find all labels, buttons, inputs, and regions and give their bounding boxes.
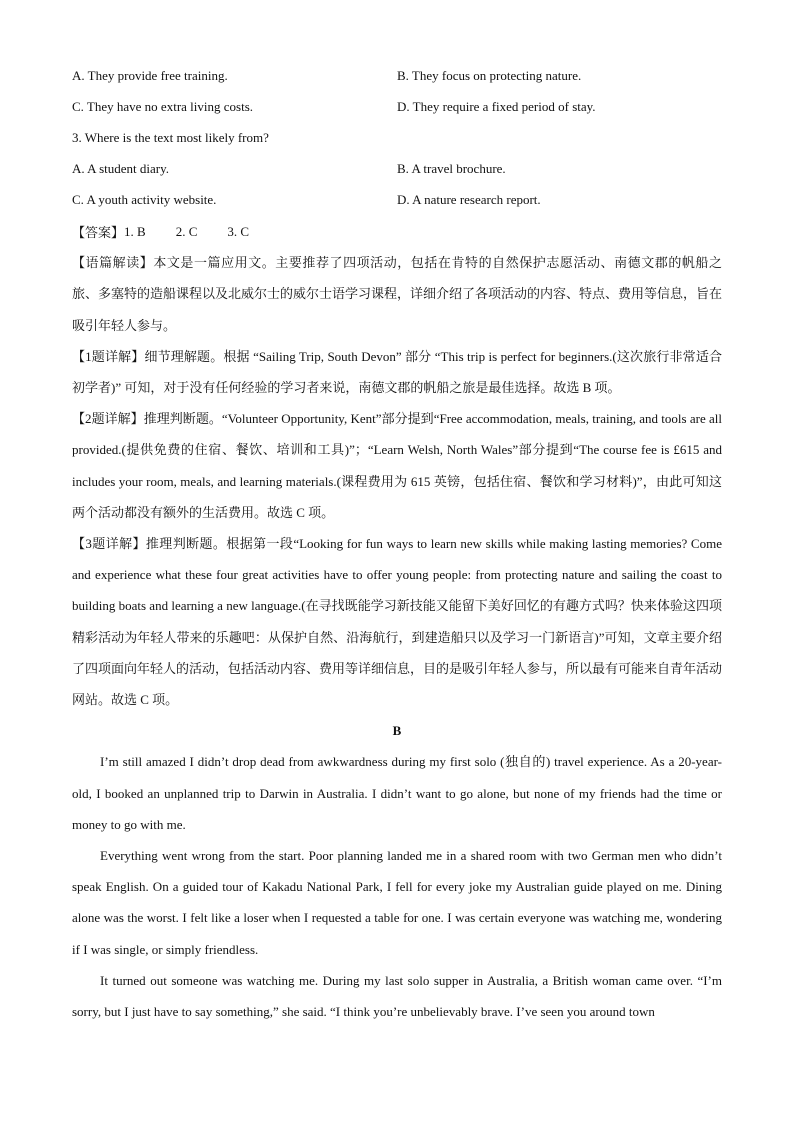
answer-3: 3. C: [227, 223, 250, 239]
q1-explanation-label: 【1题详解】: [72, 348, 145, 364]
q2-options-row-2: [72, 91, 722, 122]
answer-2: 2. C: [175, 223, 198, 239]
q2-option-a: A. They provide free training.: [72, 67, 228, 83]
passage-paragraph-3: It turned out someone was watching me. During my last solo supper in Australia, a British woman came over. “I’m sorry, but I just have to say something,” she said. “I think you’re unbelievably brave. I’ve seen you around town: [72, 972, 722, 1019]
q3-option-b: B. A travel brochure.: [397, 161, 506, 177]
discourse-analysis-label: 【语篇解读】: [72, 255, 154, 271]
passage-paragraph-1: I’m still amazed I didn’t drop dead from awkwardness during my first solo (独自的) travel experience. As a 20-year-old, I booked an unplanned trip to Darwin in Australia. I didn’t want to go alone, but none of my friends had the time or money to go with me.: [72, 754, 722, 832]
discourse-analysis: [72, 247, 722, 341]
passage-paragraph-2: Everything went wrong from the start. Poor planning landed me in a shared room with two German men who didn’t speak English. On a guided tour of Kakadu National Park, I fell for every joke my Australian guide played on me. Dining alone was the worst. I felt like a loser when I requested a table for one. I was certain everyone was watching me, wondering if I was single, or simply friendless.: [72, 847, 722, 957]
q3-option-d: D. A nature research report.: [397, 192, 541, 208]
answer-label: 【答案】: [72, 225, 125, 241]
q2-option-d: D. They require a fixed period of stay.: [397, 98, 596, 114]
q3-explanation-label: 【3题详解】: [72, 535, 146, 551]
q3-explanation-text: 推理判断题。根据第一段“Looking for fun ways to learn new skills while making lasting memories? Come and experience what these four great activities have to offer young people: from protecting nature and sailing the coast to building boats and learning a new language.(在寻找既能学习新技能又能留下美好回忆的有趣方式吗？快来体验这四项精彩活动为年轻人带来的乐趣吧：从保护自然、沿海航行，到建造船只以及学习一门新语言)”可知，文章主要介绍了四项面向年轻人的活动，包括活动内容、费用等详细信息，目的是吸引年轻人参与，所以最有可能来自青年活动网站。故选 C 项。: [72, 535, 723, 707]
answer-line: [72, 216, 722, 247]
discourse-analysis-text: 本文是一篇应用文。主要推荐了四项活动，包括在肯特的自然保护志愿活动、南德文郡的帆船之旅、多塞特的造船课程以及北威尔士的威尔士语学习课程，详细介绍了各项活动的内容、特点、费用等信息，旨在吸引年轻人参与。: [72, 255, 723, 333]
answer-1: 1. B: [124, 223, 146, 239]
q2-explanation: [72, 403, 722, 528]
q2-options-row-1: [72, 60, 722, 91]
q3-options-row-1: [72, 154, 722, 185]
section-heading: B: [392, 723, 402, 739]
q3-explanation: [72, 528, 722, 715]
q2-option-b: B. They focus on protecting nature.: [397, 67, 582, 83]
q3-option-c: C. A youth activity website.: [72, 192, 217, 208]
q3-option-a: A. A student diary.: [72, 161, 170, 177]
q1-explanation-text: 细节理解题。根据 “Sailing Trip, South Devon” 部分 “This trip is perfect for beginners.(这次旅行非常适合初学者)” 可知，对于没有任何经验的学习者来说，南德文郡的帆船之旅是最佳选择。故选 B 项。: [72, 348, 722, 395]
q2-explanation-text: 推理判断题。“Volunteer Opportunity, Kent”部分提到“Free accommodation, meals, training, and tools are all provided.(提供免费的住宿、餐饮、培训和工具)”；“Learn Welsh, North Wales”部分提到“The course fee is £615 and includes your room, meals, and learning materials.(课程费用为 615 英镑，包括住宿、餐饮和学习材料)”，由此可知这两个活动都没有额外的生活费用。故选 C 项。: [72, 411, 722, 520]
q2-explanation-label: 【2题详解】: [72, 411, 144, 427]
q3-options-row-2: [72, 185, 722, 216]
q3-stem: 3. Where is the text most likely from?: [72, 129, 269, 145]
q1-explanation: [72, 341, 722, 403]
q2-option-c: C. They have no extra living costs.: [72, 98, 254, 114]
